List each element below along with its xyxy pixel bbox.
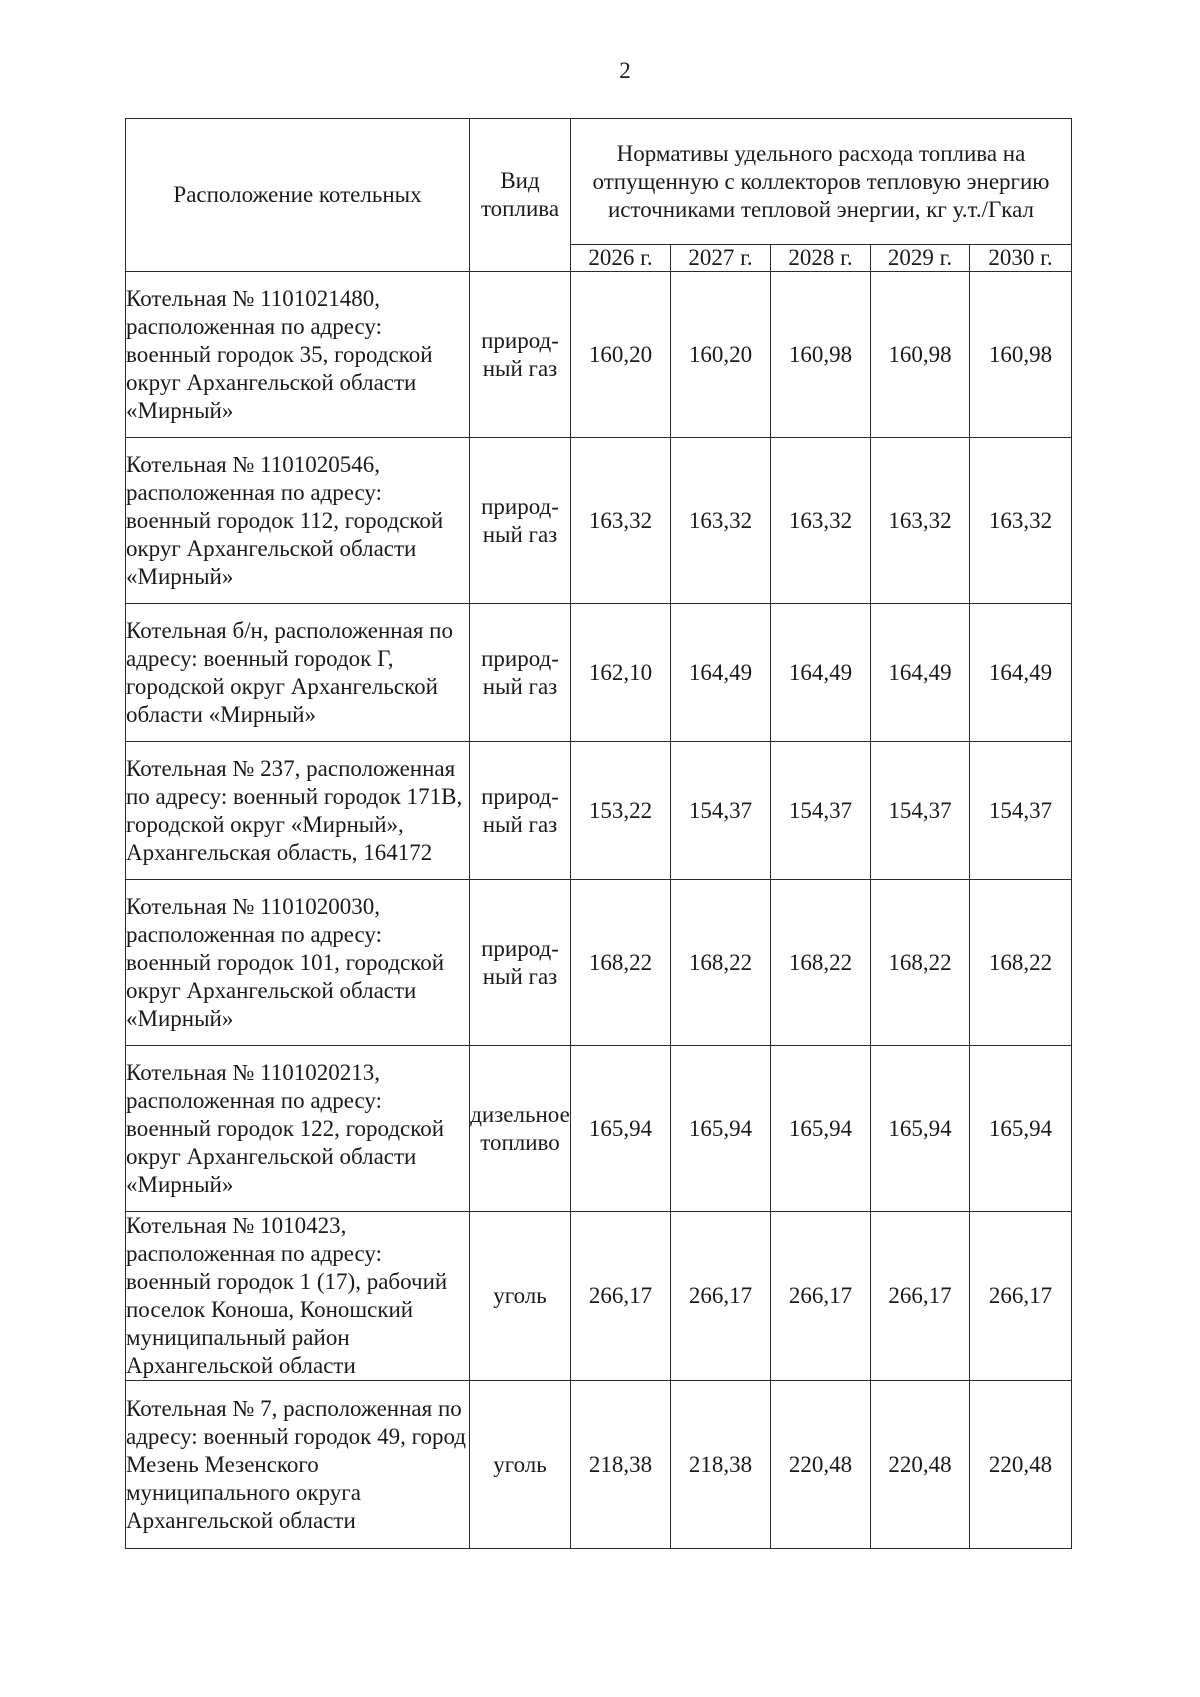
norm-value: 164,49 bbox=[671, 604, 771, 742]
norm-value: 266,17 bbox=[771, 1212, 871, 1381]
norm-value: 160,98 bbox=[970, 272, 1072, 438]
norm-value: 163,32 bbox=[771, 438, 871, 604]
fuel-type: уголь bbox=[470, 1212, 571, 1381]
norm-value: 163,32 bbox=[571, 438, 671, 604]
norm-value: 168,22 bbox=[571, 880, 671, 1046]
boiler-location: Котельная № 1101020546, расположенная по адресу: военный городок 112, городской округ Архангельской области «Мирный» bbox=[126, 438, 470, 604]
norm-value: 163,32 bbox=[871, 438, 970, 604]
table-row bbox=[126, 1212, 1072, 1381]
fuel-norms-table bbox=[125, 118, 1072, 1549]
norm-value: 154,37 bbox=[771, 742, 871, 880]
norm-value: 266,17 bbox=[571, 1212, 671, 1381]
boiler-location: Котельная № 237, расположенная по адресу: военный городок 171В, городской округ «Мирный», Архангельская область, 164172 bbox=[126, 742, 470, 880]
header-fuel-type: Вид топлива bbox=[470, 119, 571, 272]
header-year: 2028 г. bbox=[771, 245, 871, 272]
header-norm: Нормативы удельного расхода топлива на отпущенную с коллекторов тепловую энергию источниками тепловой энергии, кг у.т./Гкал bbox=[571, 119, 1072, 245]
norm-value: 164,49 bbox=[771, 604, 871, 742]
norm-value: 165,94 bbox=[571, 1046, 671, 1212]
norm-value: 160,20 bbox=[571, 272, 671, 438]
norm-value: 218,38 bbox=[571, 1381, 671, 1549]
header-location: Расположение котельных bbox=[126, 119, 470, 272]
norm-value: 162,10 bbox=[571, 604, 671, 742]
fuel-type: природ-ный газ bbox=[470, 272, 571, 438]
table-row bbox=[126, 1381, 1072, 1549]
norm-value: 168,22 bbox=[970, 880, 1072, 1046]
norm-value: 163,32 bbox=[970, 438, 1072, 604]
table-row bbox=[126, 1046, 1072, 1212]
norm-value: 164,49 bbox=[871, 604, 970, 742]
boiler-location: Котельная № 1101020213, расположенная по адресу: военный городок 122, городской округ Архангельской области «Мирный» bbox=[126, 1046, 470, 1212]
norm-value: 163,32 bbox=[671, 438, 771, 604]
fuel-type: уголь bbox=[470, 1381, 571, 1549]
table-row bbox=[126, 272, 1072, 438]
norm-value: 165,94 bbox=[871, 1046, 970, 1212]
boiler-location: Котельная № 7, расположенная по адресу: военный городок 49, город Мезень Мезенского муниципального округа Архангельской области bbox=[126, 1381, 470, 1549]
norm-value: 165,94 bbox=[771, 1046, 871, 1212]
fuel-type: природ-ный газ bbox=[470, 604, 571, 742]
norm-value: 218,38 bbox=[671, 1381, 771, 1549]
norm-value: 168,22 bbox=[771, 880, 871, 1046]
fuel-type: природ-ный газ bbox=[470, 742, 571, 880]
norm-value: 154,37 bbox=[970, 742, 1072, 880]
boiler-location: Котельная № 1101021480, расположенная по адресу: военный городок 35, городской округ Архангельской области «Мирный» bbox=[126, 272, 470, 438]
page-number: 2 bbox=[619, 58, 631, 83]
boiler-location: Котельная № 1010423, расположенная по адресу: военный городок 1 (17), рабочий поселок Коноша, Коношский муниципальный район Архангельской области bbox=[126, 1212, 470, 1381]
norm-value: 154,37 bbox=[871, 742, 970, 880]
fuel-type: дизельное топливо bbox=[470, 1046, 571, 1212]
fuel-type: природ-ный газ bbox=[470, 880, 571, 1046]
boiler-location: Котельная б/н, расположенная по адресу: военный городок Г, городской округ Архангельской области «Мирный» bbox=[126, 604, 470, 742]
table-row bbox=[126, 742, 1072, 880]
header-year: 2029 г. bbox=[871, 245, 970, 272]
norm-value: 266,17 bbox=[871, 1212, 970, 1381]
boiler-location: Котельная № 1101020030, расположенная по адресу: военный городок 101, городской округ Архангельской области «Мирный» bbox=[126, 880, 470, 1046]
table-row bbox=[126, 438, 1072, 604]
fuel-type: природ-ный газ bbox=[470, 438, 571, 604]
norm-value: 160,98 bbox=[871, 272, 970, 438]
norm-value: 165,94 bbox=[671, 1046, 771, 1212]
norm-value: 160,20 bbox=[671, 272, 771, 438]
norm-value: 154,37 bbox=[671, 742, 771, 880]
norm-value: 220,48 bbox=[970, 1381, 1072, 1549]
table-row bbox=[126, 880, 1072, 1046]
norm-value: 266,17 bbox=[671, 1212, 771, 1381]
header-year: 2027 г. bbox=[671, 245, 771, 272]
norm-value: 165,94 bbox=[970, 1046, 1072, 1212]
header-year: 2030 г. bbox=[970, 245, 1072, 272]
norm-value: 220,48 bbox=[771, 1381, 871, 1549]
norm-value: 160,98 bbox=[771, 272, 871, 438]
header-year: 2026 г. bbox=[571, 245, 671, 272]
norm-value: 168,22 bbox=[871, 880, 970, 1046]
norm-value: 164,49 bbox=[970, 604, 1072, 742]
norm-value: 153,22 bbox=[571, 742, 671, 880]
table-row bbox=[126, 604, 1072, 742]
norm-value: 266,17 bbox=[970, 1212, 1072, 1381]
norm-value: 168,22 bbox=[671, 880, 771, 1046]
norm-value: 220,48 bbox=[871, 1381, 970, 1549]
